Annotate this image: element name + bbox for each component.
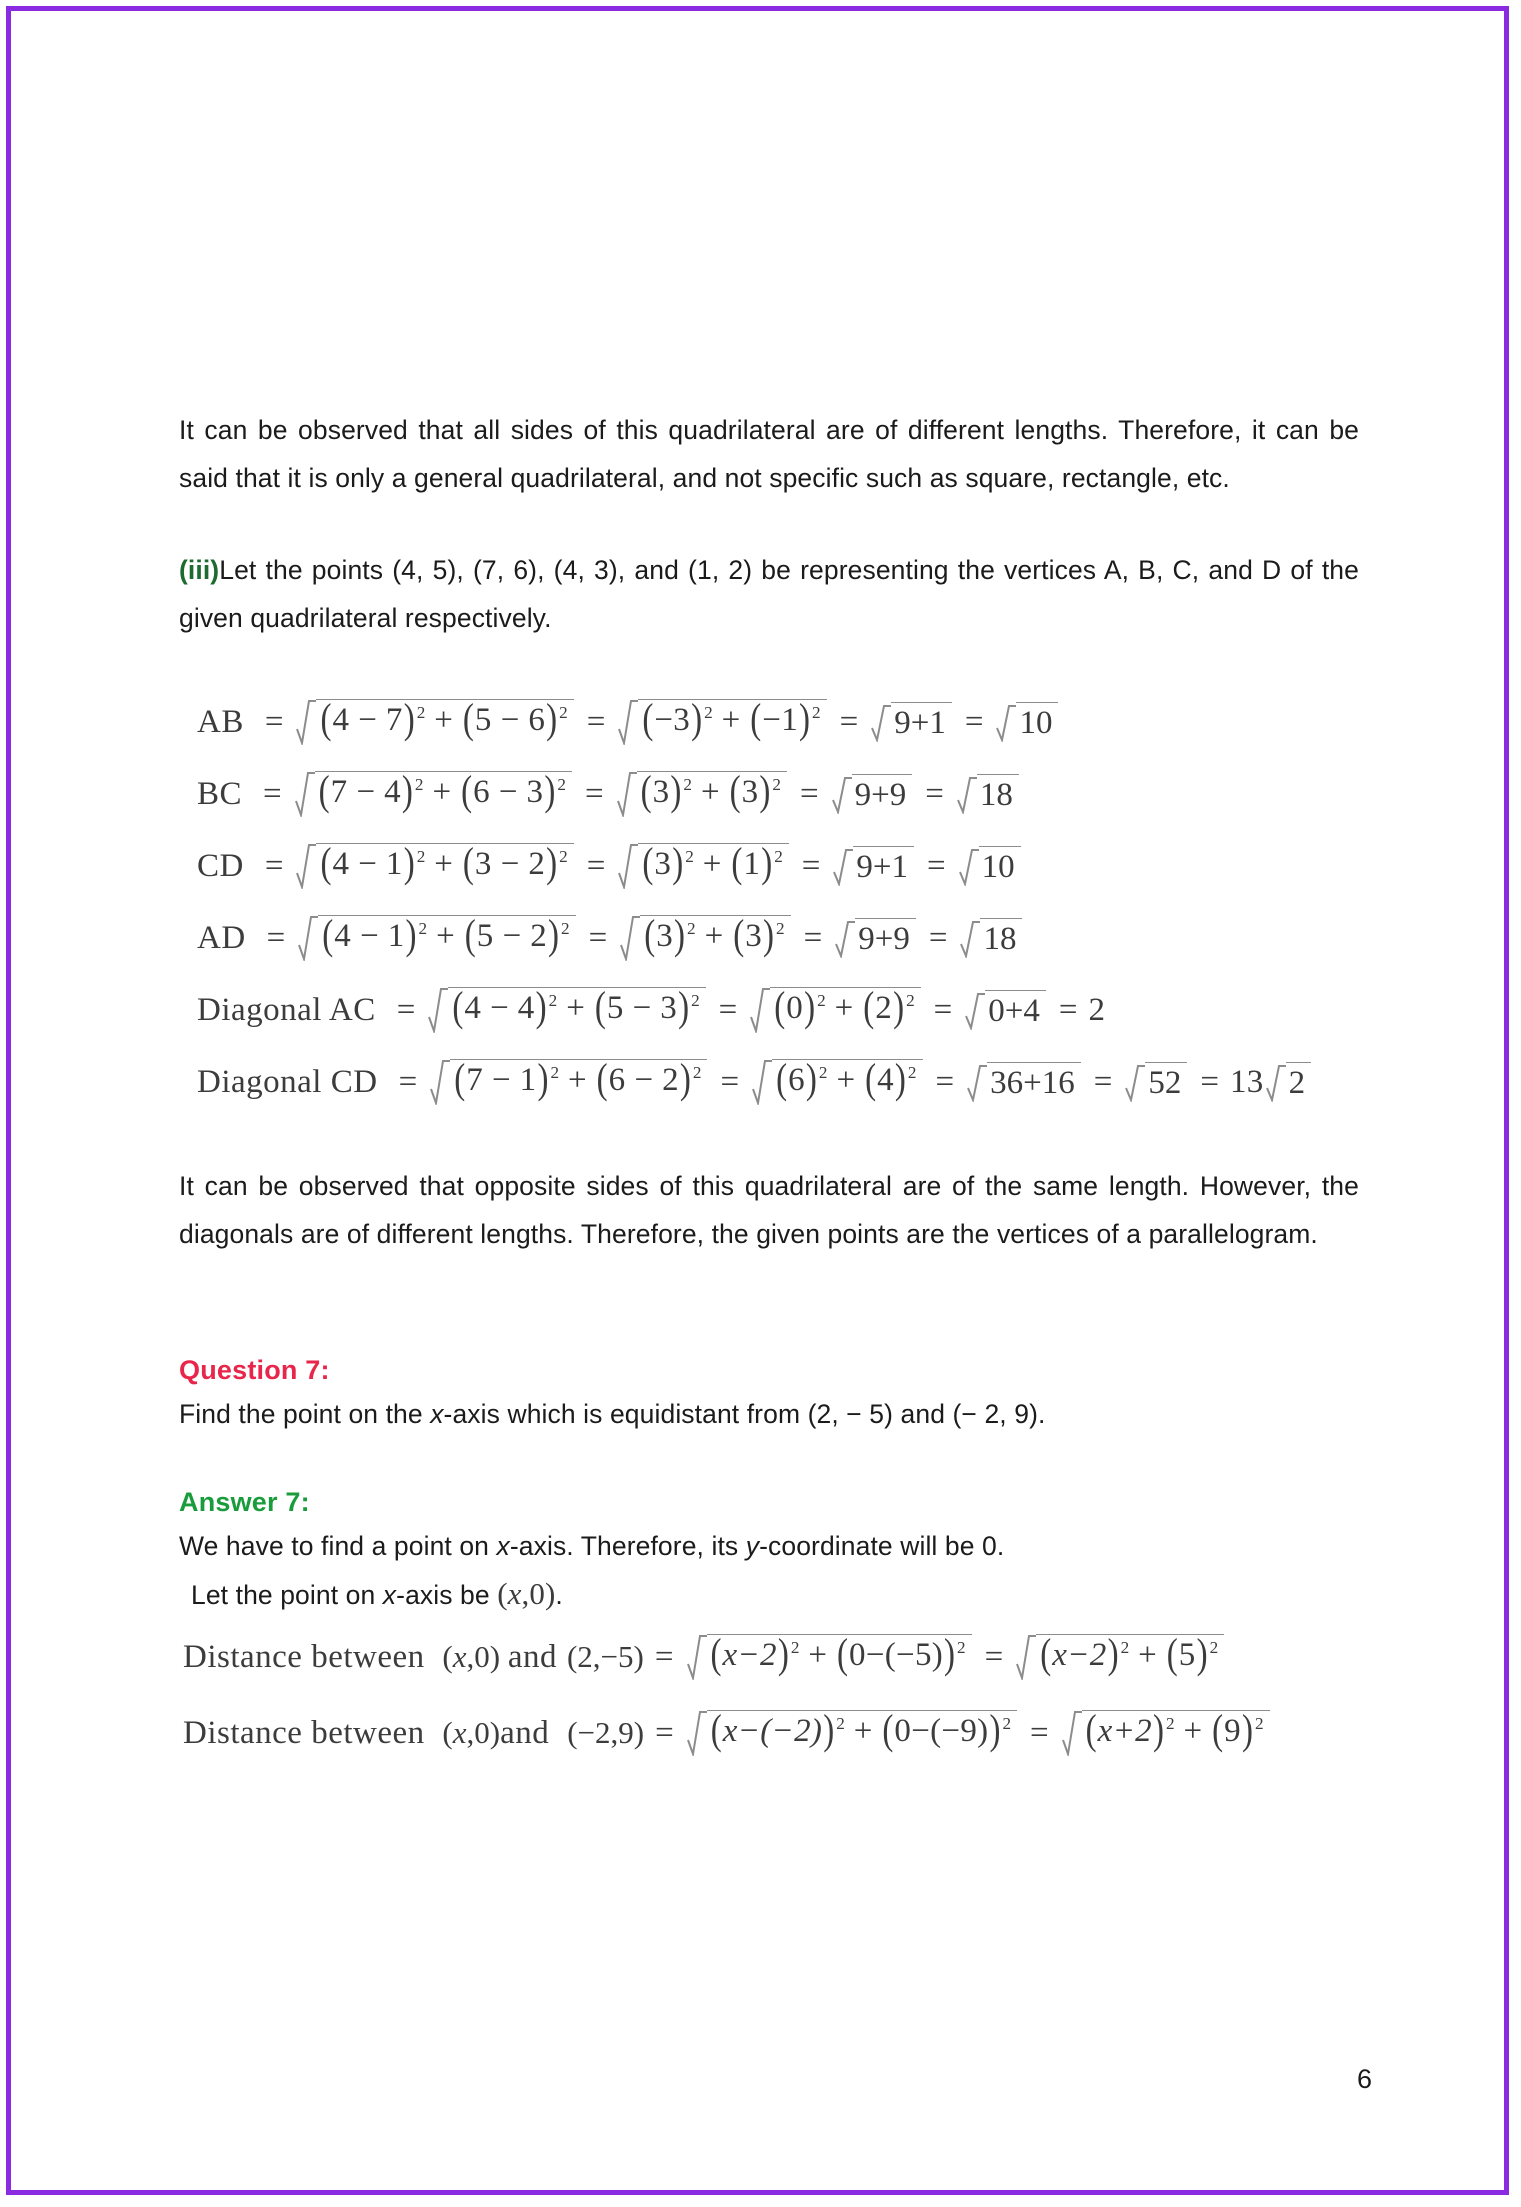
cd-term1-op: − bbox=[358, 846, 377, 882]
answer-7-heading: Answer 7: bbox=[179, 1487, 310, 1517]
radicand: (−3) $^2$ + (−1) $^2$ bbox=[638, 699, 826, 745]
ac-term1-op: − bbox=[490, 990, 509, 1026]
q7-text-b: -axis which is equidistant from (2, − 5) and (− 2, 9). bbox=[443, 1399, 1046, 1429]
distance-1-expr-b1: x−2 bbox=[1052, 1637, 1107, 1673]
ac-squared-2: 2 bbox=[875, 990, 893, 1026]
bc-term2-op: − bbox=[498, 774, 518, 810]
equation-cd: CD = (4 − 1) $^2$ + (3 − 2) $^2$ = (3) $^2$ + (1) $^2$ = 9+1 = 10 bbox=[197, 830, 1359, 902]
a7-l2-x-variable: x bbox=[382, 1580, 397, 1610]
radical-result bbox=[959, 846, 1021, 886]
radical-sum bbox=[832, 774, 913, 814]
ab-term2-op: − bbox=[500, 702, 520, 738]
equation-ab bbox=[197, 686, 1359, 758]
ab-squared-2: −1 bbox=[762, 702, 799, 738]
radicand: (3) $^2$ + (3) $^2$ bbox=[637, 771, 787, 817]
distance-1-expr-b2: 5 bbox=[1178, 1637, 1196, 1673]
radical-sign-icon bbox=[687, 1710, 707, 1756]
cd-term1-b: 1 bbox=[385, 846, 403, 882]
radicand: (x−2) $^2$ + (0−(−5)) $^2$ bbox=[707, 1634, 972, 1680]
equals-sign: = bbox=[264, 703, 284, 740]
spacer bbox=[179, 502, 1359, 546]
radical-sign-icon bbox=[967, 1064, 987, 1102]
radical-expanded bbox=[428, 984, 705, 1033]
distance-1-point2: (2,−5) bbox=[566, 1639, 644, 1674]
page-canvas bbox=[11, 11, 1504, 2190]
dcd-final-radicand: 2 bbox=[1286, 1062, 1312, 1102]
radical-simplified bbox=[752, 1056, 922, 1105]
radical-sign-icon bbox=[1266, 1064, 1286, 1102]
radical-final bbox=[1266, 1062, 1312, 1102]
distance-equations-block bbox=[183, 1619, 1359, 1771]
ad-term1-a: 4 bbox=[334, 918, 352, 954]
ad-sum: 9+9 bbox=[855, 918, 916, 958]
q7-text-a: Find the point on the bbox=[179, 1399, 431, 1429]
equals-sign: = bbox=[839, 703, 859, 740]
a7-l2-a: Let the point on bbox=[191, 1580, 383, 1610]
bc-sum: 9+9 bbox=[852, 774, 913, 814]
radical-expanded bbox=[296, 840, 573, 889]
distance-1-expr-a1: x−2 bbox=[722, 1637, 777, 1673]
a7-l1-c: -coordinate will be 0. bbox=[759, 1531, 1005, 1561]
radicand: (7 − 4) $^2$ + (6 − 3) $^2$ bbox=[315, 771, 572, 817]
equation-bc: BC = (7 − 4) $^2$ + (6 − 3) $^2$ = (3) $^2$ + (3) $^2$ = 9+9 = 18 bbox=[197, 758, 1359, 830]
radical-sum bbox=[967, 1062, 1081, 1102]
radical-sign-icon bbox=[296, 699, 316, 745]
distance-2-prefix: Distance between bbox=[183, 1714, 425, 1751]
ac-term1-a: 4 bbox=[464, 990, 482, 1026]
radicand: (7 − 1) $^2$ + (6 − 2) $^2$ bbox=[450, 1059, 707, 1105]
radicand: 9+1 bbox=[891, 702, 952, 742]
page-number: 6 bbox=[1356, 2064, 1372, 2094]
exponent: 2 bbox=[416, 703, 426, 722]
dcd-squared-2: 4 bbox=[877, 1062, 894, 1098]
equation-diagonal-ac-label: Diagonal AC bbox=[197, 991, 376, 1028]
ab-term1-b: 7 bbox=[385, 702, 403, 738]
bc-term1-op: − bbox=[356, 774, 376, 810]
bc-term1-b: 4 bbox=[384, 774, 401, 810]
radical-sign-icon bbox=[617, 771, 637, 817]
distance-2-point1: (x,0) bbox=[434, 1715, 501, 1750]
radical-sign-icon bbox=[957, 776, 977, 814]
distance-1-joiner: and bbox=[507, 1638, 557, 1675]
ad-squared-1: 3 bbox=[656, 918, 674, 954]
ad-squared-2: 3 bbox=[745, 918, 763, 954]
ab-result: 10 bbox=[1016, 702, 1058, 742]
distance-2-point2: (−2,9) bbox=[567, 1715, 645, 1750]
radical-expanded bbox=[687, 1631, 972, 1680]
radicand: (3) $^2$ + (3) $^2$ bbox=[640, 915, 790, 961]
part-iii-label: (iii) bbox=[179, 555, 220, 585]
radicand: (x−2) $^2$ + (5) $^2$ bbox=[1036, 1634, 1224, 1680]
dcd-term1-b: 1 bbox=[519, 1062, 537, 1098]
a7-point-coordinates: (x,0) bbox=[497, 1576, 556, 1611]
a7-x-variable: x bbox=[496, 1531, 510, 1561]
ad-term2-b: 2 bbox=[530, 918, 547, 954]
radicand: (3) $^2$ + (1) $^2$ bbox=[638, 843, 788, 889]
radical-sign-icon bbox=[752, 1059, 772, 1105]
distance-2-expr-b1: x+2 bbox=[1097, 1713, 1152, 1749]
ab-term2-b: 6 bbox=[528, 702, 546, 738]
ac-term2-b: 3 bbox=[660, 990, 678, 1026]
distance-1-point1: (x,0) bbox=[434, 1639, 508, 1674]
spacer bbox=[179, 642, 1359, 686]
radical-result bbox=[957, 774, 1019, 814]
radical-sign-icon bbox=[833, 848, 853, 886]
radical-simplified bbox=[620, 912, 790, 961]
radical-sum bbox=[965, 990, 1046, 1030]
dcd-squared-1: 6 bbox=[788, 1062, 805, 1098]
intro-paragraph: It can be observed that all sides of this quadrilateral are of different lengths. Therefore, it can be said that it is only a general quadrilateral, and not specific such as square, rectangle, etc. bbox=[179, 415, 1359, 493]
cd-result: 10 bbox=[979, 846, 1021, 886]
equals-sign: = bbox=[964, 703, 984, 740]
equation-cd-label: CD bbox=[197, 847, 244, 884]
radical-sign-icon bbox=[959, 848, 979, 886]
equation-ab-label: AB bbox=[197, 703, 244, 740]
equation-diagonal-cd-label: Diagonal CD bbox=[197, 1063, 378, 1100]
radical-sign-icon bbox=[1062, 1710, 1082, 1756]
ac-term2-op: − bbox=[632, 990, 652, 1026]
cd-term2-a: 3 bbox=[474, 846, 492, 882]
a7-l1-b: -axis. Therefore, its bbox=[509, 1531, 746, 1561]
cd-squared-1: 3 bbox=[654, 846, 672, 882]
distance-formula-block bbox=[197, 686, 1359, 1118]
radical-sign-icon bbox=[871, 704, 891, 742]
bc-squared-1: 3 bbox=[652, 774, 670, 810]
radicand: (4 − 1) $^2$ + (5 − 2) $^2$ bbox=[318, 915, 575, 961]
radical-result bbox=[996, 702, 1058, 742]
dcd-term2-a: 6 bbox=[608, 1062, 626, 1098]
ad-result: 18 bbox=[980, 918, 1022, 958]
dcd-term2-b: 2 bbox=[662, 1062, 679, 1098]
ac-term2-a: 5 bbox=[606, 990, 624, 1026]
conclusion-paragraph: It can be observed that opposite sides of this quadrilateral are of the same length. However, the diagonals are of different lengths. Therefore, the given points are the vertices of a parallelogram. bbox=[179, 1171, 1359, 1249]
radical-sum bbox=[833, 846, 914, 886]
bc-squared-2: 3 bbox=[741, 774, 759, 810]
radical-sign-icon bbox=[620, 915, 640, 961]
radical-sign-icon bbox=[618, 699, 638, 745]
radical-expanded bbox=[296, 696, 573, 745]
a7-l2-end: . bbox=[555, 1580, 563, 1610]
radical-expanded bbox=[295, 768, 572, 817]
ac-squared-1: 0 bbox=[786, 990, 804, 1026]
ab-term1-op: − bbox=[358, 702, 377, 738]
equation-diagonal-cd: Diagonal CD = (7 − 1) $^2$ + (6 − 2) $^2$ = (6) $^2$ + (4) $^2$ = 36+16 = 52 = 13 2 bbox=[197, 1046, 1359, 1118]
distance-equation-2: Distance between (x,0) and (−2,9) = (x−(−2)) $^2$ + (0−(−9)) $^2$ = (x+2) $^2$ + (9) $^2$ bbox=[183, 1695, 1359, 1771]
radical-sign-icon bbox=[1125, 1064, 1145, 1102]
bc-term2-a: 6 bbox=[473, 774, 490, 810]
dcd-final-coefficient: 13 bbox=[1230, 1063, 1264, 1100]
distance-equation-1: Distance between (x,0) and (2,−5) = (x−2) $^2$ + (0−(−5)) $^2$ = (x−2) $^2$ + (5) $^2$ bbox=[183, 1619, 1359, 1695]
document-content bbox=[179, 406, 1359, 1771]
ab-term1-a: 4 bbox=[332, 702, 350, 738]
a7-l2-b: -axis be bbox=[396, 1580, 498, 1610]
bc-term1-a: 7 bbox=[330, 774, 348, 810]
radicand: (x+2) $^2$ + (9) $^2$ bbox=[1082, 1710, 1270, 1756]
bc-term2-b: 3 bbox=[526, 774, 544, 810]
dcd-term1-op: − bbox=[492, 1062, 511, 1098]
radical-sign-icon bbox=[618, 843, 638, 889]
radical-expanded bbox=[687, 1707, 1017, 1756]
bc-result: 18 bbox=[977, 774, 1019, 814]
answer-7-line-1 bbox=[179, 1522, 1359, 1570]
radical-result bbox=[960, 918, 1022, 958]
radical-simplified bbox=[618, 840, 788, 889]
distance-1-expr-a2: 0−(−5) bbox=[849, 1637, 944, 1673]
radicand: (4 − 7) $^2$ + (5 − 6) $^2$ bbox=[316, 699, 573, 745]
radical-sign-icon bbox=[430, 1059, 450, 1105]
ab-squared-1: −3 bbox=[654, 702, 691, 738]
radical-sign-icon bbox=[965, 992, 985, 1030]
radicand: (4 − 4) $^2$ + (5 − 3) $^2$ bbox=[448, 987, 705, 1033]
page-border-frame bbox=[6, 6, 1509, 2195]
exponent: 2 bbox=[559, 703, 568, 722]
distance-2-joiner: and bbox=[500, 1714, 550, 1751]
distance-2-expr-a2: 0−(−9) bbox=[894, 1713, 989, 1749]
part-iii-text: Let the points (4, 5), (7, 6), (4, 3), and (1, 2) be representing the vertices A, B, C, and D of the given quadrilateral respectively. bbox=[179, 555, 1359, 633]
question-7-text bbox=[179, 1390, 1359, 1438]
ac-sum: 0+4 bbox=[985, 990, 1046, 1030]
spacer bbox=[179, 1258, 1359, 1350]
radical-sign-icon bbox=[750, 987, 770, 1033]
equation-ad-label: AD bbox=[197, 919, 246, 956]
radical-sign-icon bbox=[298, 915, 318, 961]
ad-term2-a: 5 bbox=[476, 918, 494, 954]
answer-7-line-2 bbox=[191, 1570, 1359, 1619]
radicand: (4 − 1) $^2$ + (3 − 2) $^2$ bbox=[316, 843, 573, 889]
radical-simplified bbox=[618, 696, 826, 745]
dcd-result: 52 bbox=[1145, 1062, 1187, 1102]
cd-term2-b: 2 bbox=[528, 846, 546, 882]
radical-sum bbox=[835, 918, 916, 958]
ab-term2-a: 5 bbox=[474, 702, 492, 738]
ad-term2-op: − bbox=[502, 918, 522, 954]
equation-ad: AD = (4 − 1) $^2$ + (5 − 2) $^2$ = (3) $^2$ + (3) $^2$ = 9+9 = 18 bbox=[197, 902, 1359, 974]
dcd-term2-op: − bbox=[634, 1062, 654, 1098]
radical-sign-icon bbox=[296, 843, 316, 889]
radicand: (x−(−2)) $^2$ + (0−(−9)) $^2$ bbox=[707, 1710, 1017, 1756]
radical-sign-icon bbox=[996, 704, 1016, 742]
spacer bbox=[179, 1438, 1359, 1482]
distance-1-prefix: Distance between bbox=[183, 1638, 425, 1675]
ad-term1-op: − bbox=[360, 918, 379, 954]
q7-axis-variable: x bbox=[430, 1399, 444, 1429]
radical-sign-icon bbox=[832, 776, 852, 814]
a7-l1-a: We have to find a point on bbox=[179, 1531, 497, 1561]
radical-sign-icon bbox=[428, 987, 448, 1033]
radical-simplified bbox=[1016, 1631, 1224, 1680]
radical-simplified bbox=[750, 984, 920, 1033]
dcd-sum: 36+16 bbox=[987, 1062, 1081, 1102]
radical-result bbox=[1125, 1062, 1187, 1102]
spacer bbox=[179, 1118, 1359, 1162]
radical-sign-icon bbox=[295, 771, 315, 817]
ac-term1-b: 4 bbox=[517, 990, 535, 1026]
radical-sign-icon bbox=[835, 920, 855, 958]
equation-diagonal-ac: Diagonal AC = (4 − 4) $^2$ + (5 − 3) $^2$ = (0) $^2$ + (2) $^2$ = 0+4 = 2 bbox=[197, 974, 1359, 1046]
radical-expanded bbox=[298, 912, 575, 961]
radicand: (6) $^2$ + (4) $^2$ bbox=[772, 1059, 922, 1105]
a7-y-variable: y bbox=[745, 1531, 760, 1561]
cd-squared-2: 1 bbox=[743, 846, 761, 882]
part-iii-paragraph bbox=[179, 546, 1359, 642]
cd-term2-op: − bbox=[500, 846, 520, 882]
radical-simplified bbox=[617, 768, 787, 817]
cd-term1-a: 4 bbox=[332, 846, 350, 882]
radical-sign-icon bbox=[1016, 1634, 1036, 1680]
cd-sum: 9+1 bbox=[853, 846, 914, 886]
radical-sign-icon bbox=[687, 1634, 707, 1680]
ad-term1-b: 1 bbox=[387, 918, 405, 954]
radicand: (0) $^2$ + (2) $^2$ bbox=[770, 987, 920, 1033]
ac-result: 2 bbox=[1088, 991, 1106, 1028]
distance-2-expr-a1: x−(−2) bbox=[722, 1713, 823, 1749]
equals-sign: = bbox=[586, 703, 606, 740]
radical-sum bbox=[871, 702, 952, 742]
radical-sign-icon bbox=[960, 920, 980, 958]
radical-simplified bbox=[1062, 1707, 1270, 1756]
equation-bc-label: BC bbox=[197, 775, 243, 812]
dcd-term1-a: 7 bbox=[466, 1062, 483, 1098]
distance-2-expr-b2: 9 bbox=[1224, 1713, 1241, 1749]
radical-expanded bbox=[430, 1056, 707, 1105]
question-7-heading: Question 7: bbox=[179, 1355, 330, 1385]
